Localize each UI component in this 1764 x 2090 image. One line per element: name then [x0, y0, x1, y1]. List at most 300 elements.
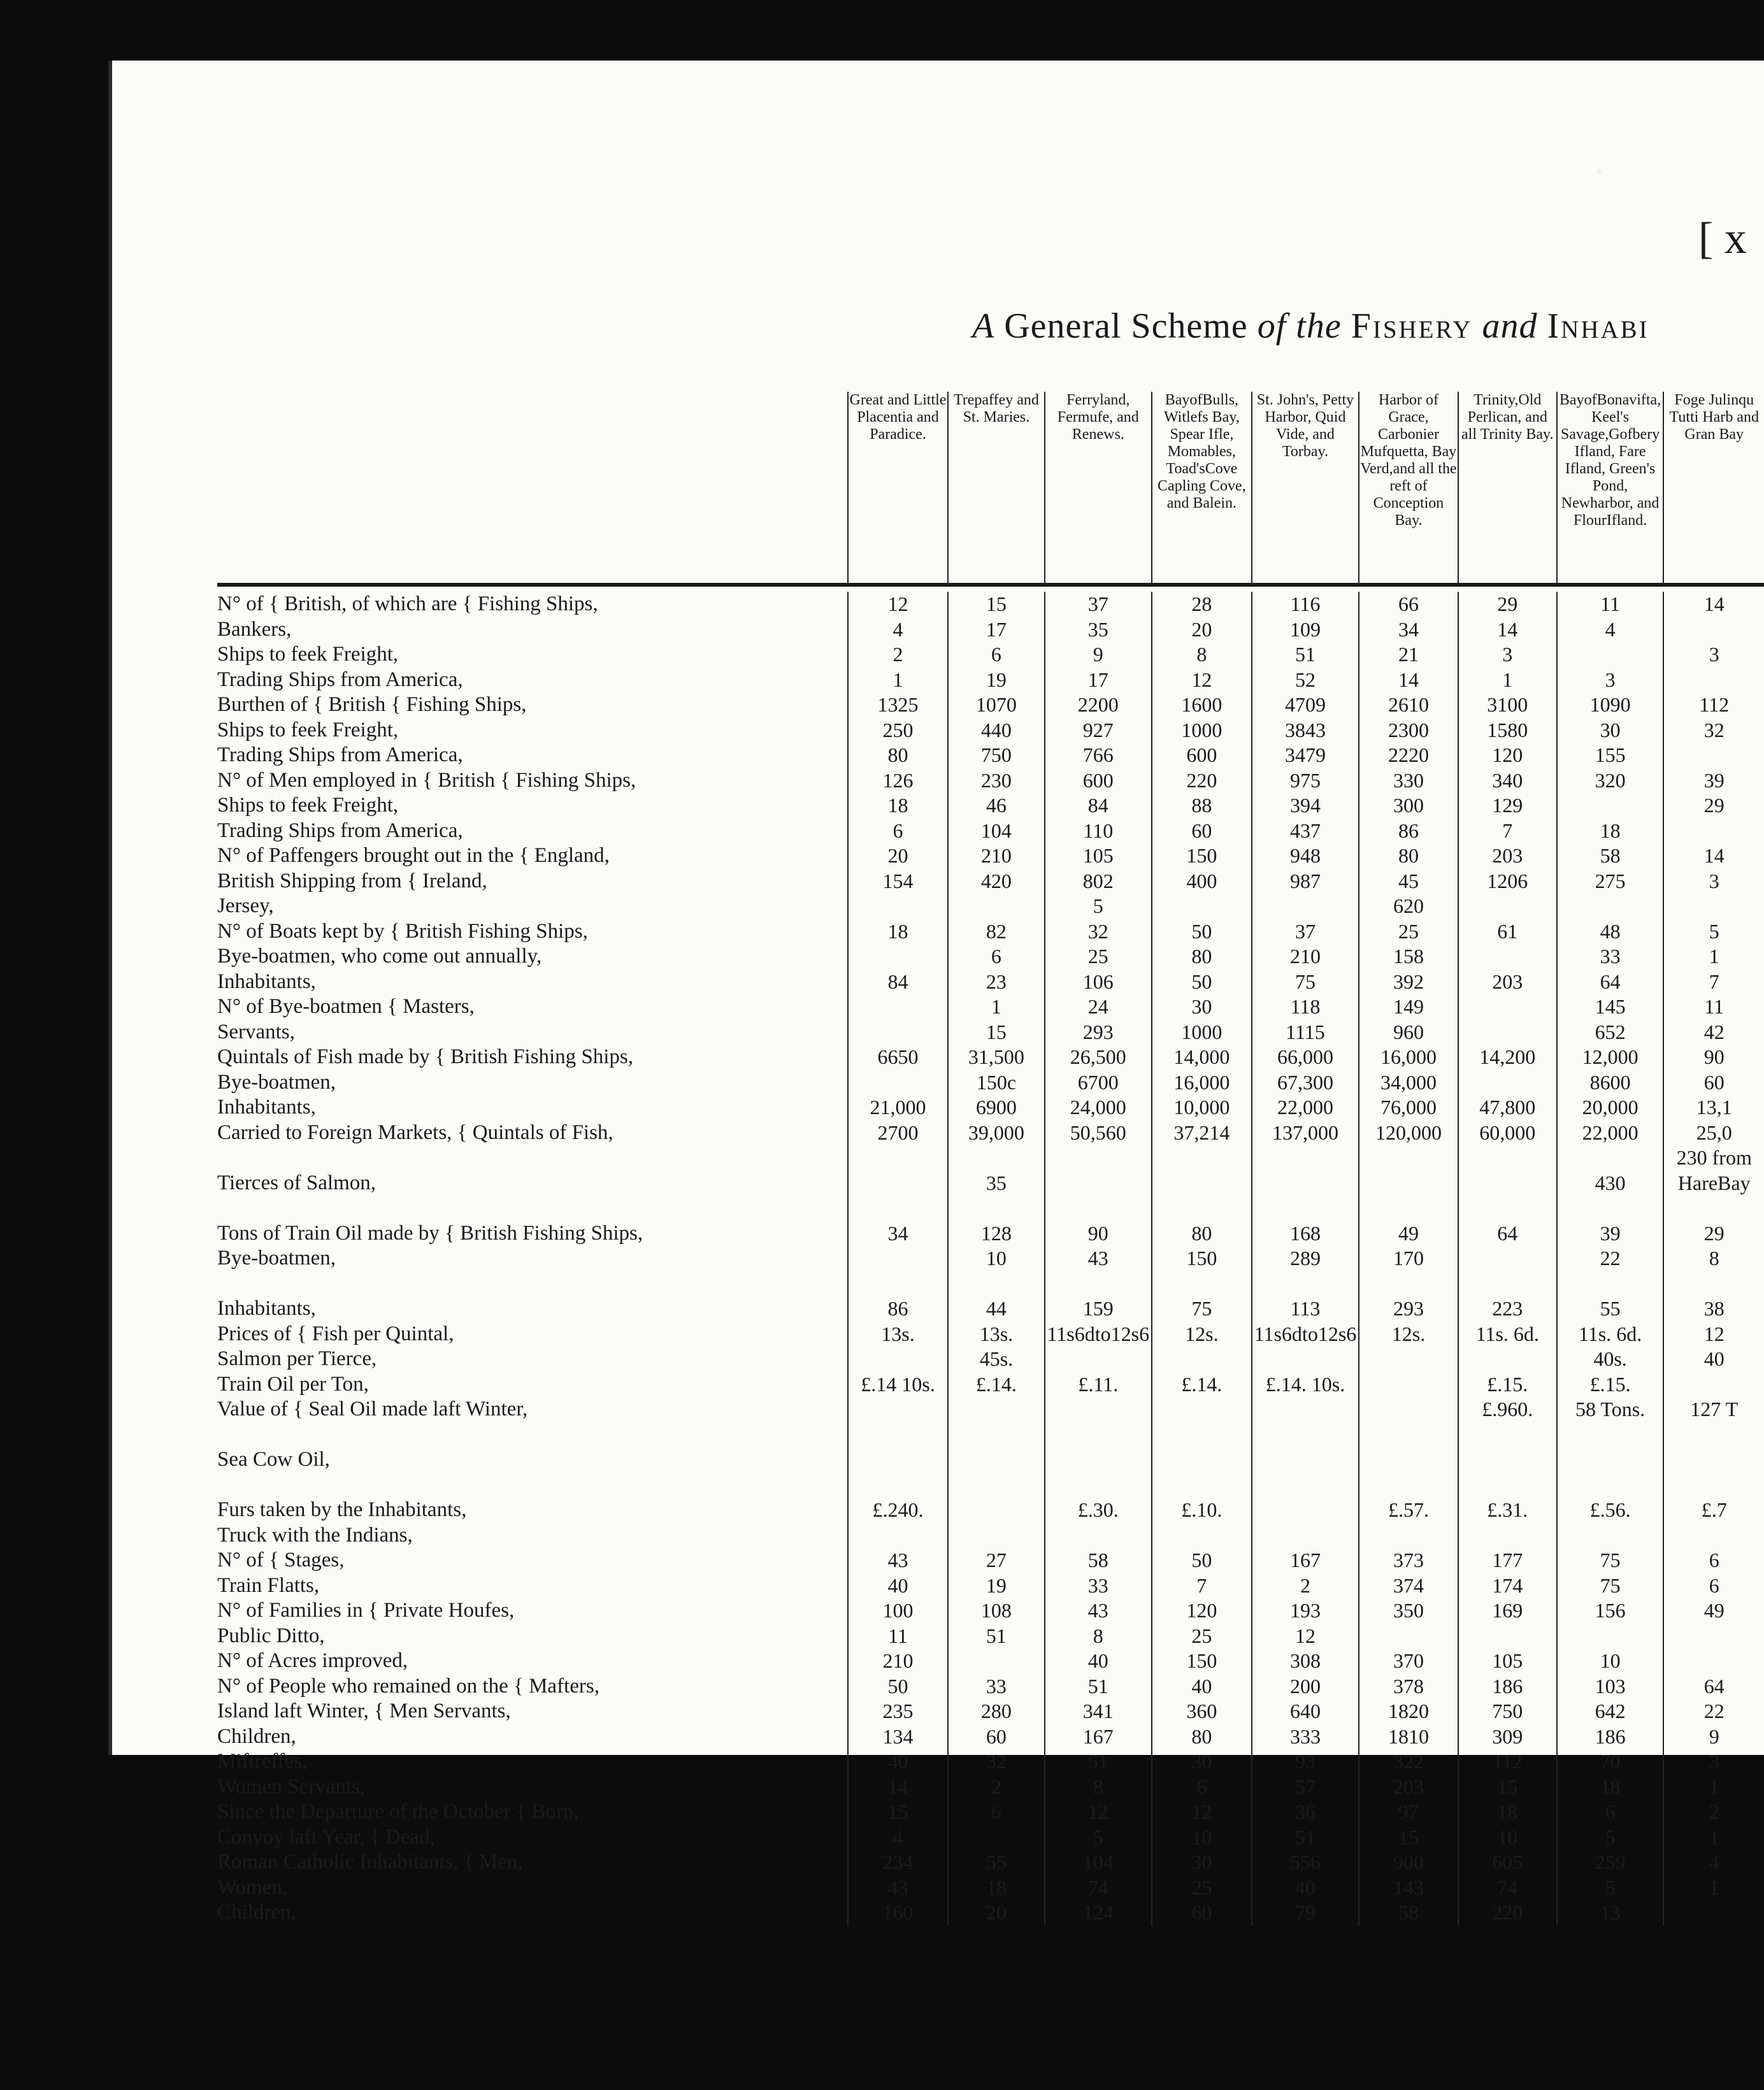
table-cell: 30 — [1152, 994, 1252, 1020]
table-cell: 234 — [848, 1850, 948, 1875]
table-cell: 300 — [1359, 793, 1458, 819]
table-cell: 4709 — [1252, 692, 1359, 718]
table-cell: 12 — [1663, 1322, 1764, 1347]
row-label: Bankers, — [217, 617, 292, 641]
table-cell: 25 — [1152, 1624, 1252, 1649]
table-cell: 1820 — [1359, 1699, 1458, 1724]
table-cell — [948, 1523, 1045, 1549]
table-cell: 177 — [1458, 1548, 1557, 1573]
table-cell: 392 — [1359, 970, 1458, 995]
table-cell: 14 — [1458, 617, 1557, 643]
table-cell: £.14 10s. — [848, 1372, 948, 1398]
row-label: Children, — [217, 1724, 296, 1748]
table-cell: 13 — [1557, 1900, 1664, 1926]
table-cell: 440 — [948, 718, 1045, 743]
table-cell: 58 Tons. — [1557, 1397, 1664, 1422]
table-cell: 259 — [1557, 1850, 1664, 1875]
table-cell: 200 — [1252, 1674, 1359, 1700]
table-cell: 127 T — [1663, 1397, 1764, 1422]
table-cell — [1252, 1196, 1359, 1221]
table-cell: 293 — [1045, 1020, 1152, 1045]
table-cell: 18 — [1557, 1775, 1664, 1800]
table-cell — [1045, 1447, 1152, 1473]
table-cell: 104 — [1045, 1850, 1152, 1875]
table-cell — [1557, 1447, 1664, 1473]
table-cell: 40 — [1152, 1674, 1252, 1700]
row-label — [217, 1271, 848, 1297]
table-cell: 128 — [948, 1221, 1045, 1247]
table-cell: 51 — [1252, 642, 1359, 668]
table-cell: 5 — [1663, 919, 1764, 945]
table-cell: 143 — [1359, 1875, 1458, 1901]
table-cell — [848, 1523, 948, 1549]
table-cell — [1359, 1372, 1458, 1398]
table-cell: 52 — [1252, 668, 1359, 693]
table-cell — [1152, 1523, 1252, 1549]
table-cell: 14 — [848, 1775, 948, 1800]
table-cell: 640 — [1252, 1699, 1359, 1724]
row-label: Ships to feek Freight, — [217, 643, 399, 666]
title-word-scheme: General Scheme — [1004, 306, 1248, 346]
table-row — [217, 1271, 1764, 1297]
table-cell — [1152, 1473, 1252, 1498]
table-cell: 44 — [948, 1296, 1045, 1322]
table-cell: 46 — [948, 793, 1045, 819]
table-cell: 40s. — [1557, 1347, 1664, 1372]
table-cell: 6 — [948, 944, 1045, 970]
table-cell — [1045, 1397, 1152, 1422]
table-cell — [848, 1422, 948, 1448]
table-cell — [948, 1145, 1045, 1171]
table-cell: 51 — [1045, 1674, 1152, 1700]
table-row — [217, 894, 1764, 919]
table-cell: 34,000 — [1359, 1070, 1458, 1096]
row-label: Inhabitants, — [217, 1297, 316, 1320]
table-row — [217, 1347, 1764, 1372]
table-cell: 24,000 — [1045, 1095, 1152, 1120]
table-cell: 1000 — [1152, 718, 1252, 743]
table-cell: 60 — [1663, 1070, 1764, 1096]
table-cell: 2 — [848, 642, 948, 668]
table-cell: 58 — [1045, 1548, 1152, 1573]
table-cell: 31,500 — [948, 1045, 1045, 1070]
table-cell: 8 — [1045, 1624, 1152, 1649]
table-cell: 17 — [1045, 668, 1152, 693]
table-cell: 100 — [848, 1598, 948, 1624]
table-cell: 32 — [1663, 718, 1764, 743]
row-label: Inhabitants, — [217, 970, 316, 993]
table-row — [217, 919, 1764, 945]
table-cell — [1458, 1473, 1557, 1498]
table-cell: 1115 — [1252, 1020, 1359, 1045]
table-cell — [1458, 1145, 1557, 1171]
table-cell: 20,000 — [1557, 1095, 1664, 1120]
table-cell: 1070 — [948, 692, 1045, 718]
table-cell: 15 — [948, 592, 1045, 617]
table-cell: 75 — [1557, 1548, 1664, 1573]
table-cell: 10 — [1152, 1825, 1252, 1850]
table-cell — [1458, 1447, 1557, 1473]
table-cell: 43 — [1045, 1246, 1152, 1271]
row-label: N° of Families in { Private Houfes, — [217, 1599, 515, 1622]
table-cell: 1325 — [848, 692, 948, 718]
table-cell: 210 — [848, 1649, 948, 1674]
table-cell: 4 — [848, 617, 948, 643]
page-title — [972, 306, 1649, 347]
table-cell: 120 — [1458, 743, 1557, 768]
table-cell — [1557, 1523, 1664, 1549]
table-cell — [948, 1196, 1045, 1221]
table-cell — [948, 1498, 1045, 1523]
table-cell: 40 — [1663, 1347, 1764, 1372]
table-cell: 5 — [1045, 894, 1152, 919]
col-header-trinity: Trinity,Old Perlican, and all Trinity Bay. — [1458, 392, 1557, 585]
col-header-st-johns: St. John's, Petty Harbor, Quid Vide, and Torbay. — [1252, 392, 1359, 585]
table-cell: 600 — [1152, 743, 1252, 768]
table-cell: 93 — [1252, 1749, 1359, 1775]
table-cell — [848, 944, 948, 970]
table-cell: 330 — [1359, 768, 1458, 794]
table-cell — [948, 1271, 1045, 1297]
row-label: Train Flatts, — [217, 1573, 320, 1597]
row-label: N° of Paffengers brought out in the { England, — [217, 844, 610, 867]
col-header-placentia: Great and Little Placentia and Paradice. — [848, 392, 948, 585]
row-label: Tierces of Salmon, — [217, 1171, 376, 1194]
table-row — [217, 1825, 1764, 1850]
col-header-ferryland: Ferryland, Fermufe, and Renews. — [1045, 392, 1152, 585]
table-row — [217, 692, 1764, 718]
table-cell: 12s. — [1359, 1322, 1458, 1347]
table-cell: 35 — [948, 1171, 1045, 1196]
table-cell: 3843 — [1252, 718, 1359, 743]
table-cell: £.57. — [1359, 1498, 1458, 1523]
table-cell: 60 — [1152, 1900, 1252, 1926]
table-cell: 7 — [1458, 819, 1557, 844]
table-cell: 58 — [1557, 843, 1664, 869]
table-cell — [1663, 617, 1764, 643]
col-header-trepassey: Trepaffey and St. Maries. — [948, 392, 1045, 585]
table-cell: 60,000 — [1458, 1120, 1557, 1146]
table-cell — [1045, 1171, 1152, 1196]
table-cell: 84 — [1045, 793, 1152, 819]
table-row — [217, 1850, 1764, 1875]
table-cell: 960 — [1359, 1020, 1458, 1045]
table-cell: 51 — [948, 1624, 1045, 1649]
table-cell: 129 — [1458, 793, 1557, 819]
table-cell: 32 — [948, 1749, 1045, 1775]
table-row — [217, 617, 1764, 643]
table-cell: 50 — [848, 1674, 948, 1700]
table-cell: 40 — [848, 1573, 948, 1599]
table-cell: 2 — [948, 1775, 1045, 1800]
table-cell: 37 — [1045, 592, 1152, 617]
table-cell: 19 — [948, 1573, 1045, 1599]
table-cell: 50 — [1152, 970, 1252, 995]
table-cell: 134 — [848, 1724, 948, 1750]
table-cell: 6 — [1663, 1548, 1764, 1573]
table-cell — [1152, 1271, 1252, 1297]
table-cell — [1458, 1422, 1557, 1448]
table-cell — [1663, 1196, 1764, 1221]
table-cell — [1359, 1447, 1458, 1473]
table-cell: 75 — [1252, 970, 1359, 995]
table-cell: 11s6dto12s6 — [1252, 1322, 1359, 1347]
table-row — [217, 1498, 1764, 1523]
row-label: British Shipping from { Ireland, — [217, 869, 487, 892]
table-cell: 320 — [1557, 768, 1664, 794]
table-cell: 18 — [848, 793, 948, 819]
table-cell — [1152, 1397, 1252, 1422]
table-cell: 25 — [1045, 944, 1152, 970]
table-cell — [1359, 1397, 1458, 1422]
table-cell: 203 — [1458, 970, 1557, 995]
table-cell: 1 — [948, 994, 1045, 1020]
table-cell: £.14. — [948, 1372, 1045, 1398]
table-cell — [1359, 1422, 1458, 1448]
table-cell: 110 — [1045, 819, 1152, 844]
table-cell: 61 — [1458, 919, 1557, 945]
table-cell: 20 — [848, 843, 948, 869]
table-cell: 84 — [848, 970, 948, 995]
row-label: Tons of Train Oil made by { British Fishing Ships, — [217, 1221, 643, 1245]
table-cell — [1663, 1447, 1764, 1473]
table-cell: 1000 — [1152, 1020, 1252, 1045]
table-cell: 6 — [948, 642, 1045, 668]
page-number-bracket: [ x — [1698, 214, 1747, 263]
table-cell: 174 — [1458, 1573, 1557, 1599]
table-cell: £.14. 10s. — [1252, 1372, 1359, 1398]
table-cell — [848, 1070, 948, 1096]
table-cell: 50 — [1152, 1548, 1252, 1573]
table-cell: 2200 — [1045, 692, 1152, 718]
table-cell: 2220 — [1359, 743, 1458, 768]
table-cell: 8600 — [1557, 1070, 1664, 1096]
table-cell: £.11. — [1045, 1372, 1152, 1398]
row-label: Inhabitants, — [217, 1096, 316, 1119]
table-cell: 11s6dto12s6 — [1045, 1322, 1152, 1347]
table-cell: 14,200 — [1458, 1045, 1557, 1070]
table-row — [217, 1070, 1764, 1096]
table-cell: 108 — [948, 1598, 1045, 1624]
table-cell: 24 — [1045, 994, 1152, 1020]
table-body — [217, 592, 1764, 1926]
table-cell: 12,000 — [1557, 1045, 1664, 1070]
table-cell — [1458, 1070, 1557, 1096]
table-cell: 223 — [1458, 1296, 1557, 1322]
table-row — [217, 869, 1764, 894]
table-cell — [1152, 1171, 1252, 1196]
table-cell: £.15. — [1458, 1372, 1557, 1398]
table-cell: £.15. — [1557, 1372, 1664, 1398]
table-cell: 118 — [1252, 994, 1359, 1020]
table-cell: 373 — [1359, 1548, 1458, 1573]
table-cell — [1045, 1271, 1152, 1297]
table-cell: 79 — [1252, 1900, 1359, 1926]
table-cell — [1458, 1196, 1557, 1221]
row-label: Trading Ships from America, — [217, 819, 463, 842]
table-cell: 159 — [1045, 1296, 1152, 1322]
table-cell: 10 — [1557, 1649, 1664, 1674]
table-cell: 6700 — [1045, 1070, 1152, 1096]
table-cell: 60 — [948, 1724, 1045, 1750]
table-cell: 55 — [948, 1850, 1045, 1875]
table-cell — [1359, 1473, 1458, 1498]
table-row — [217, 1246, 1764, 1271]
table-cell — [1458, 894, 1557, 919]
table-cell: 1 — [1663, 1775, 1764, 1800]
table-cell: 11 — [1557, 592, 1664, 617]
table-cell: 1600 — [1152, 692, 1252, 718]
table-cell: 37,214 — [1152, 1120, 1252, 1146]
table-cell: 29 — [1663, 1221, 1764, 1247]
table-cell: 33 — [1045, 1573, 1152, 1599]
table-row — [217, 1548, 1764, 1573]
table-cell: 25 — [1152, 1875, 1252, 1901]
table-cell: 3100 — [1458, 692, 1557, 718]
table-cell: 750 — [1458, 1699, 1557, 1724]
table-cell — [848, 894, 948, 919]
table-cell: 7 — [1152, 1573, 1252, 1599]
table-cell — [848, 1171, 948, 1196]
table-cell: 4 — [1557, 617, 1664, 643]
table-cell: 82 — [948, 919, 1045, 945]
table-cell: 5 — [1557, 1875, 1664, 1901]
table-cell: 203 — [1359, 1775, 1458, 1800]
table-cell: 29 — [1663, 793, 1764, 819]
row-label: Furs taken by the Inhabitants, — [217, 1498, 467, 1521]
table-cell: 40 — [1252, 1875, 1359, 1901]
row-label: N° of Bye-boatmen { Masters, — [217, 995, 475, 1018]
table-cell: 149 — [1359, 994, 1458, 1020]
table-cell: 23 — [948, 970, 1045, 995]
table-cell — [848, 1020, 948, 1045]
row-label-header — [217, 392, 848, 585]
table-cell: 5 — [1045, 1825, 1152, 1850]
table-row — [217, 1095, 1764, 1120]
table-row — [217, 1749, 1764, 1775]
table-cell — [1557, 1624, 1664, 1649]
table-cell: 2700 — [848, 1120, 948, 1146]
table-cell: 605 — [1458, 1850, 1557, 1875]
table-cell: 150 — [1152, 1649, 1252, 1674]
table-row — [217, 1120, 1764, 1146]
table-cell: 40 — [1045, 1649, 1152, 1674]
table-cell: 104 — [948, 819, 1045, 844]
document-page — [108, 61, 1764, 1924]
table-cell — [948, 894, 1045, 919]
table-cell: 6 — [1152, 1775, 1252, 1800]
row-label: Prices of { Fish per Quintal, — [217, 1322, 454, 1345]
table-cell — [848, 1397, 948, 1422]
table-cell: 13s. — [848, 1322, 948, 1347]
table-cell: 167 — [1045, 1724, 1152, 1750]
row-label: Since the Departure of the October { Born, — [217, 1800, 579, 1823]
table-cell: 154 — [848, 869, 948, 894]
table-cell: 6 — [848, 819, 948, 844]
row-label: Children, — [217, 1901, 296, 1924]
table-cell: £.14. — [1152, 1372, 1252, 1398]
table-cell — [1252, 1447, 1359, 1473]
table-cell: 8 — [1663, 1246, 1764, 1271]
table-cell: 293 — [1359, 1296, 1458, 1322]
table-cell: 50,560 — [1045, 1120, 1152, 1146]
table-cell: 21,000 — [848, 1095, 948, 1120]
table-cell: 333 — [1252, 1724, 1359, 1750]
table-cell: 74 — [1458, 1875, 1557, 1901]
table-cell: 437 — [1252, 819, 1359, 844]
table-cell: 275 — [1557, 869, 1664, 894]
table-cell: 170 — [1359, 1246, 1458, 1271]
table-cell: 9 — [1663, 1724, 1764, 1750]
table-cell — [1252, 1422, 1359, 1448]
table-cell: 25,0 — [1663, 1120, 1764, 1146]
table-cell — [1458, 1523, 1557, 1549]
table-cell: 20 — [948, 1900, 1045, 1926]
row-label: Island laft Winter, { Men Servants, — [217, 1700, 511, 1722]
table-cell: 11 — [1663, 994, 1764, 1020]
table-cell: 203 — [1458, 843, 1557, 869]
table-cell: 22,000 — [1557, 1120, 1664, 1146]
table-cell — [1557, 1145, 1664, 1171]
table-row — [217, 1523, 1764, 1549]
table-cell — [1458, 1271, 1557, 1297]
table-cell: HareBay — [1663, 1171, 1764, 1196]
table-cell: 116 — [1252, 592, 1359, 617]
row-label: Roman Catholic Inhabitants, { Men, — [217, 1850, 523, 1873]
table-cell: 220 — [1458, 1900, 1557, 1926]
table-cell: 16,000 — [1152, 1070, 1252, 1096]
table-cell — [848, 1447, 948, 1473]
table-cell: 126 — [848, 768, 948, 794]
table-cell: 1090 — [1557, 692, 1664, 718]
table-cell: 642 — [1557, 1699, 1664, 1724]
table-cell: 1 — [1663, 1875, 1764, 1901]
table-cell: 374 — [1359, 1573, 1458, 1599]
table-cell: 45 — [1359, 869, 1458, 894]
table-cell: 15 — [1359, 1825, 1458, 1850]
table-row — [217, 1397, 1764, 1422]
table-cell: 20 — [1152, 617, 1252, 643]
table-cell: 7 — [1663, 970, 1764, 995]
table-cell: 160 — [848, 1900, 948, 1926]
table-cell: 113 — [1252, 1296, 1359, 1322]
table-cell: 927 — [1045, 718, 1152, 743]
table-cell: 37 — [1252, 919, 1359, 945]
table-cell — [1557, 1473, 1664, 1498]
table-cell: 12 — [1045, 1800, 1152, 1825]
table-cell: 39,000 — [948, 1120, 1045, 1146]
table-cell: 34 — [1359, 617, 1458, 643]
table-cell: 45s. — [948, 1347, 1045, 1372]
table-cell: 309 — [1458, 1724, 1557, 1750]
table-row — [217, 994, 1764, 1020]
row-label: Bye-boatmen, who come out annually, — [217, 945, 542, 968]
row-label — [217, 1473, 848, 1498]
table-cell: 137,000 — [1252, 1120, 1359, 1146]
table-row — [217, 1724, 1764, 1750]
table-cell — [1152, 1447, 1252, 1473]
table-cell: 150c — [948, 1070, 1045, 1096]
table-cell: 26,500 — [1045, 1045, 1152, 1070]
table-cell — [1152, 1422, 1252, 1448]
table-cell: 420 — [948, 869, 1045, 894]
table-cell: 6 — [1557, 1800, 1664, 1825]
table-cell — [1557, 1196, 1664, 1221]
row-label: Jersey, — [217, 894, 274, 917]
table-cell: 105 — [1458, 1649, 1557, 1674]
table-cell: 80 — [1359, 843, 1458, 869]
table-cell: 10 — [1458, 1825, 1557, 1850]
